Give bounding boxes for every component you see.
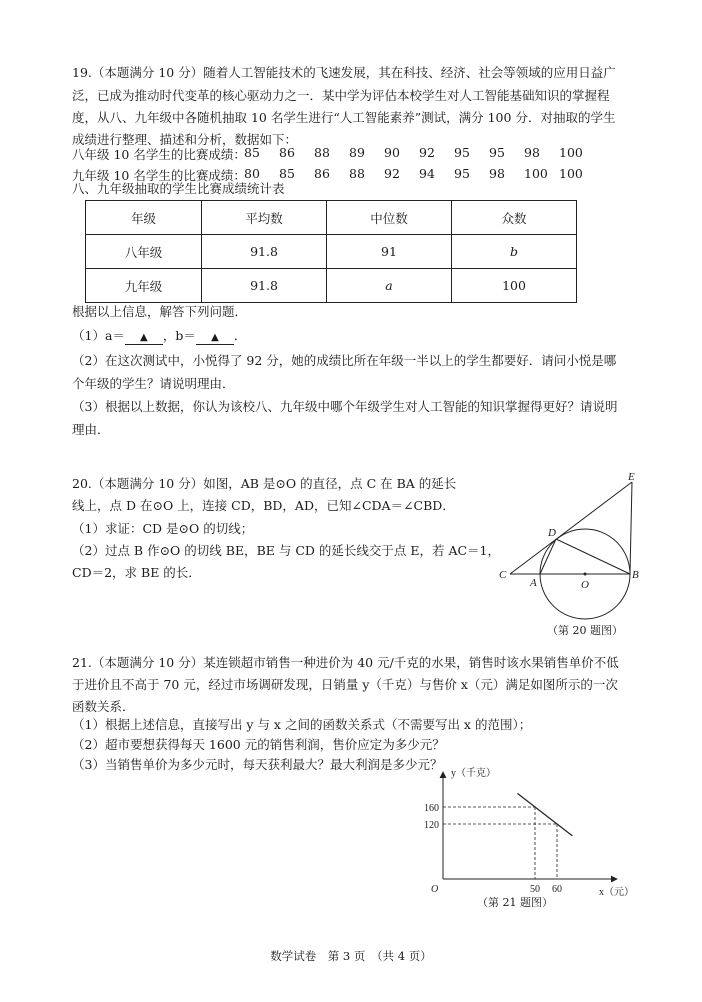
y-tick-label: 120 xyxy=(424,820,439,831)
q20-line-3: （1）求证：CD 是⊙O 的切线； xyxy=(72,521,254,536)
q19-part1 xyxy=(72,328,246,345)
y-axis-label: y（千克） xyxy=(451,768,496,779)
center-dot xyxy=(584,573,587,576)
score: 92 xyxy=(419,145,435,160)
x-tick-label: 60 xyxy=(552,884,562,895)
score: 98 xyxy=(524,145,540,160)
grade8-label: 八年级 10 名学生的比赛成绩： xyxy=(72,147,246,162)
q19-part2-line-1: （2）在这次测试中，小悦得了 92 分，她的成绩比所在年级一半以上的学生都要好．请问小悦是哪 xyxy=(72,353,617,368)
score: 89 xyxy=(349,145,365,160)
stats-table xyxy=(85,200,577,303)
table-cell: b xyxy=(452,235,577,269)
q19-line-1: 19.（本题满分 10 分）随着人工智能技术的飞速发展，其在科技、经济、社会等领域的应用日益广 xyxy=(72,65,616,80)
score: 94 xyxy=(419,166,435,181)
q21-line-1: 21.（本题满分 10 分）某连锁超市销售一种进价为 40 元/千克的水果，销售时该水果销售单价不低 xyxy=(72,655,619,670)
score: 95 xyxy=(489,145,505,160)
q20-line-4: （2）过点 B 作⊙O 的切线 BE，BE 与 CD 的延长线交于点 E，若 AC＝1， xyxy=(72,543,500,558)
q19-line-4: 成绩进行整理、描述和分析，数据如下： xyxy=(72,132,298,147)
point-label-a: A xyxy=(530,577,537,589)
table-cell: 九年级 xyxy=(86,269,202,303)
table-cell: 91.8 xyxy=(202,235,327,269)
table-header-cell: 众数 xyxy=(452,201,577,235)
table-cell: 91.8 xyxy=(202,269,327,303)
table-cell: 八年级 xyxy=(86,235,202,269)
score: 100 xyxy=(559,145,583,160)
q21-part1: （1）根据上述信息，直接写出 y 与 x 之间的函数关系式（不需要写出 x 的范围）； xyxy=(72,717,532,732)
point-label-d: D xyxy=(548,527,556,539)
q19-part2-line-2: 个年级的学生？请说明理由． xyxy=(72,376,235,391)
table-header-cell: 中位数 xyxy=(327,201,452,235)
q21-line-2: 于进价且不高于 70 元，经过市场调研发现，日销量 y（千克）与售价 x（元）满足如图所示的一次 xyxy=(72,677,618,692)
answer-blank-a: ▲ xyxy=(125,332,163,345)
score: 95 xyxy=(454,166,470,181)
point-label-e: E xyxy=(628,471,635,483)
y-tick-label: 160 xyxy=(424,803,439,814)
grade8-scores xyxy=(72,145,594,163)
table-cell: 91 xyxy=(327,235,452,269)
line-be xyxy=(630,482,632,574)
table-header-cell: 年级 xyxy=(86,201,202,235)
score: 88 xyxy=(314,145,330,160)
part1-b-label: ，b＝ xyxy=(162,328,196,343)
part1-end: ． xyxy=(233,328,247,343)
figure-20-caption: （第 20 题图） xyxy=(547,624,623,637)
score: 100 xyxy=(524,166,548,181)
q19-prompt: 根据以上信息，解答下列问题． xyxy=(72,304,248,319)
score: 92 xyxy=(384,166,400,181)
table-title: 八、九年级抽取的学生比赛成绩统计表 xyxy=(72,181,285,196)
x-axis-label: x（元） xyxy=(599,887,634,898)
q20-line-1: 20.（本题满分 10 分）如图，AB 是⊙O 的直径，点 C 在 BA 的延长 xyxy=(72,476,457,491)
q19-part3-line-2: 理由． xyxy=(72,422,110,437)
q21-part2: （2）超市要想获得每天 1600 元的销售利润，售价应定为多少元？ xyxy=(72,737,445,752)
x-tick-label: 50 xyxy=(530,884,540,895)
origin-label: O xyxy=(431,884,439,895)
score: 86 xyxy=(314,166,330,181)
q20-line-5: CD＝2，求 BE 的长． xyxy=(72,565,201,580)
q19-part3-line-1: （3）根据以上数据，你认为该校八、九年级中哪个年级学生对人工智能的知识掌握得更好？请说明 xyxy=(72,399,618,414)
table-row xyxy=(86,235,577,269)
point-label-b: B xyxy=(632,569,639,581)
table-header-cell: 平均数 xyxy=(202,201,327,235)
score: 86 xyxy=(279,145,295,160)
score: 85 xyxy=(279,166,295,181)
table-cell: 100 xyxy=(452,269,577,303)
point-label-c: C xyxy=(499,569,507,581)
part1-number: （1） xyxy=(72,328,105,343)
q21-part3: （3）当销售单价为多少元时，每天获利最大？最大利润是多少元？ xyxy=(72,757,443,772)
score: 80 xyxy=(244,166,260,181)
point-label-o: O xyxy=(581,579,589,591)
sales-line-graph xyxy=(415,762,635,912)
score: 90 xyxy=(384,145,400,160)
circle-tangent-figure xyxy=(490,466,660,626)
table-header-row xyxy=(86,201,577,235)
figure-21-caption: （第 21 题图） xyxy=(477,896,553,909)
table-cell: a xyxy=(327,269,452,303)
line-ce xyxy=(510,482,632,574)
grade9-label: 九年级 10 名学生的比赛成绩： xyxy=(72,168,246,183)
q20-line-2: 线上，点 D 在⊙O 上，连接 CD，BD，AD，已知∠CDA＝∠CBD． xyxy=(72,498,455,513)
page-footer: 数学试卷 第 3 页 （共 4 页） xyxy=(270,949,432,963)
score: 88 xyxy=(349,166,365,181)
score: 98 xyxy=(489,166,505,181)
q21-line-3: 函数关系． xyxy=(72,699,135,714)
answer-blank-b: ▲ xyxy=(196,332,234,345)
series-line xyxy=(517,793,572,836)
part1-a-label: a＝ xyxy=(104,328,125,343)
score: 100 xyxy=(559,166,583,181)
table-row xyxy=(86,269,577,303)
line-da xyxy=(540,539,556,574)
q19-line-2: 泛，已成为推动时代变革的核心驱动力之一．某中学为评估本校学生对人工智能基础知识的掌握程 xyxy=(72,88,610,103)
score: 95 xyxy=(454,145,470,160)
score: 85 xyxy=(244,145,260,160)
q19-line-3: 度，从八、九年级中各随机抽取 10 名学生进行“人工智能素养”测试，满分 100 分．对抽取的学生 xyxy=(72,110,616,125)
